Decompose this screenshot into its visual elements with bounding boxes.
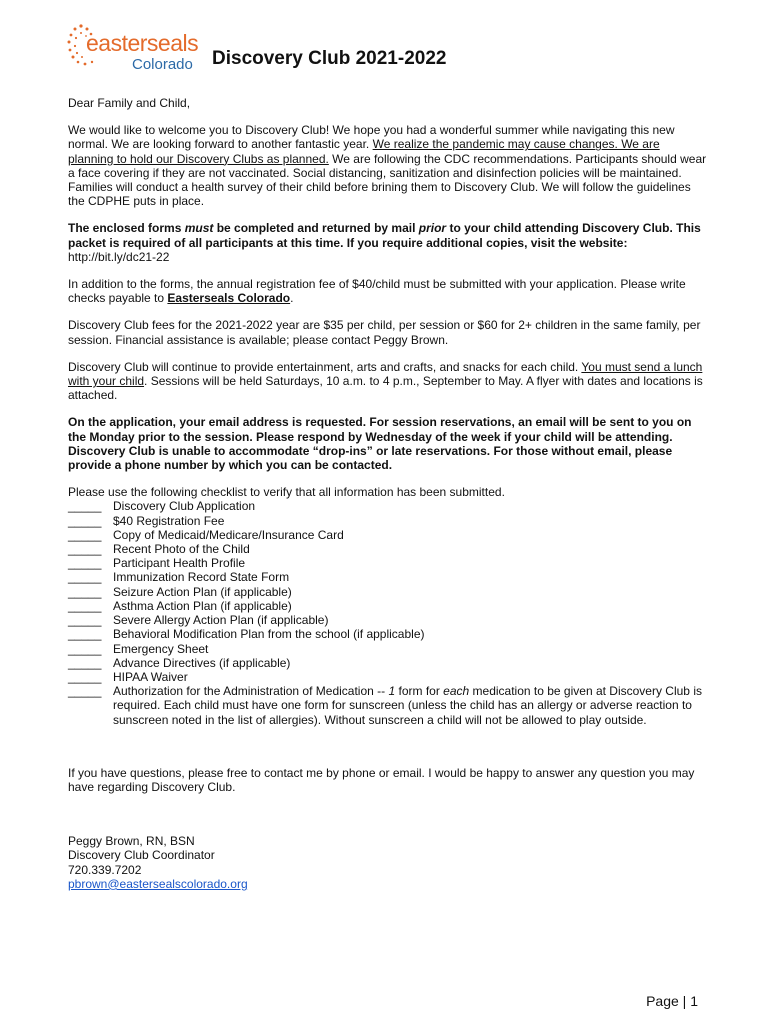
checklist-item-label: Asthma Action Plan (if applicable): [113, 598, 292, 613]
forms-notice: [68, 221, 708, 249]
checklist-item-label: Participant Health Profile: [113, 556, 246, 571]
checklist-blank: _____: [68, 684, 102, 699]
page-number: Page | 1: [646, 993, 698, 1009]
checklist-blank: _____: [68, 669, 102, 684]
checklist-item: [68, 528, 708, 542]
medication-text-2: form for: [395, 684, 444, 699]
checklist-item-label: Discovery Club Application: [113, 499, 256, 514]
forms-notice-must: must: [184, 221, 214, 236]
checklist-item-label: Seizure Action Plan (if applicable): [113, 584, 292, 599]
checklist-item: [68, 670, 708, 684]
signature-role: Discovery Club Coordinator: [68, 848, 215, 863]
checklist-item-label: Copy of Medicaid/Medicare/Insurance Card: [113, 527, 344, 542]
fee-text-end: .: [290, 291, 294, 306]
checklist-item: [68, 627, 708, 641]
activities-text: Discovery Club will continue to provide entertainment, arts and crafts, and snacks for each child.: [68, 359, 582, 374]
checklist-blank: _____: [68, 641, 102, 656]
checklist-item: [68, 570, 708, 584]
fee-payee: Easterseals Colorado: [167, 291, 291, 306]
checklist-blank: _____: [68, 584, 102, 599]
checklist-items: [68, 499, 708, 726]
checklist-blank: _____: [68, 570, 102, 585]
checklist-item: [68, 499, 708, 513]
checklist-blank: _____: [68, 527, 102, 542]
checklist-blank: _____: [68, 598, 102, 613]
logo-wordmark: easterseals: [86, 30, 199, 56]
forms-notice-text-3: to your child attending Discovery Club. This packet is required of all participants at this time. If you require additional copies, visit the website:: [68, 221, 701, 250]
checklist-blank: _____: [68, 627, 102, 642]
checklist: [68, 485, 708, 726]
checklist-intro: Please use the following checklist to verify that all information has been submitted.: [68, 485, 505, 500]
intro-text: We would like to welcome you to Discovery Club! We hope you had a wonderful summer while navigating this new normal. We are looking forward to another fantastic year.: [68, 123, 675, 152]
checklist-blank: _____: [68, 556, 102, 571]
checklist-item: [68, 642, 708, 656]
closing-paragraph: If you have questions, please free to contact me by phone or email. I would be happy to answer any question you may have regarding Discovery Club.: [68, 765, 695, 794]
checklist-blank: _____: [68, 513, 102, 528]
activities-paragraph: [68, 360, 708, 403]
medication-text-3: medication to be given at Discovery Club is required. Each child must have one form for sunscreen (unless the child has an allergy or adverse reaction to sunscreen noted in the list of allergies). Without sunscreen a child will not be allowed to play outside.: [113, 684, 702, 727]
checklist-item-label: Advance Directives (if applicable): [113, 655, 291, 670]
forms-notice-prior: prior: [418, 221, 447, 236]
logo-subtitle: Colorado: [132, 56, 193, 73]
application-notice: On the application, your email address is requested. For session reservations, an email will be sent to you on the Monday prior to the session. Please respond by Wednesday of the week if your child will be attending. Discovery Club is unable to accommodate “drop-ins” or late reservations. For those without email, please provide a phone number by which you can be contacted.: [68, 415, 692, 473]
medication-text: Authorization for the Administration of Medication --: [113, 684, 389, 699]
easterseals-logo: [66, 22, 206, 72]
activities-text-cont: . Sessions will be held Saturdays, 10 a.m. to 4 p.m., September to May. A flyer with dates and locations is attached.: [68, 374, 703, 403]
checklist-blank: _____: [68, 613, 102, 628]
fee-text: In addition to the forms, the annual registration fee of $40/child must be submitted with your application. Please write checks payable to: [68, 277, 686, 306]
signature-block: [68, 834, 708, 891]
checklist-item-label: Recent Photo of the Child: [113, 542, 250, 557]
fee-paragraph: [68, 277, 708, 305]
medication-one: 1: [388, 684, 396, 699]
checklist-item: [68, 514, 708, 528]
checklist-item-medication: [68, 684, 708, 727]
forms-url[interactable]: http://bit.ly/dc21-22: [68, 249, 170, 264]
checklist-item: [68, 599, 708, 613]
intro-underlined-text: We realize the pandemic may cause changes. We are planning to hold our Discovery Clubs as planned.: [68, 137, 660, 166]
intro-paragraph: [68, 123, 708, 208]
forms-notice-text-2: be completed and returned by mail: [213, 221, 419, 236]
checklist-blank: _____: [68, 499, 102, 514]
checklist-item-label: HIPAA Waiver: [113, 669, 188, 684]
checklist-item: [68, 613, 708, 627]
checklist-blank: _____: [68, 542, 102, 557]
page-title: Discovery Club 2021-2022: [212, 48, 447, 69]
signature-email-link[interactable]: pbrown@eastersealscolorado.org: [68, 876, 248, 891]
signature-phone: 720.339.7202: [68, 862, 142, 877]
checklist-item-label: Severe Allergy Action Plan (if applicable): [113, 613, 329, 628]
signature-name: Peggy Brown, RN, BSN: [68, 834, 195, 849]
activities-underlined-text: You must send a lunch with your child: [68, 359, 703, 389]
letter-body: [68, 96, 708, 891]
checklist-item-label: Behavioral Modification Plan from the school (if applicable): [113, 627, 425, 642]
checklist-item-label: Emergency Sheet: [113, 641, 209, 656]
checklist-item: [68, 656, 708, 670]
checklist-item: [68, 585, 708, 599]
checklist-item-label: Immunization Record State Form: [113, 570, 290, 585]
checklist-item-label: $40 Registration Fee: [113, 513, 225, 528]
checklist-blank: _____: [68, 655, 102, 670]
checklist-item: [68, 542, 708, 556]
intro-text-cont: We are following the CDC recommendations. Participants should wear a face covering if they are not vaccinated. Social distancing, sanitization and disinfection policies will be maintained. Families will conduct a health survey of their child before brining them to Discovery Club. We will follow the guidelines the CDPHE puts in place.: [68, 151, 707, 209]
medication-each: each: [443, 684, 470, 699]
fees-paragraph: Discovery Club fees for the 2021-2022 year are $35 per child, per session or $60 for 2+ children in the same family, per session. Financial assistance is available; please contact Peggy Brown.: [68, 318, 701, 347]
forms-notice-text: The enclosed forms: [68, 221, 185, 236]
checklist-item: [68, 556, 708, 570]
greeting: Dear Family and Child,: [68, 96, 191, 110]
